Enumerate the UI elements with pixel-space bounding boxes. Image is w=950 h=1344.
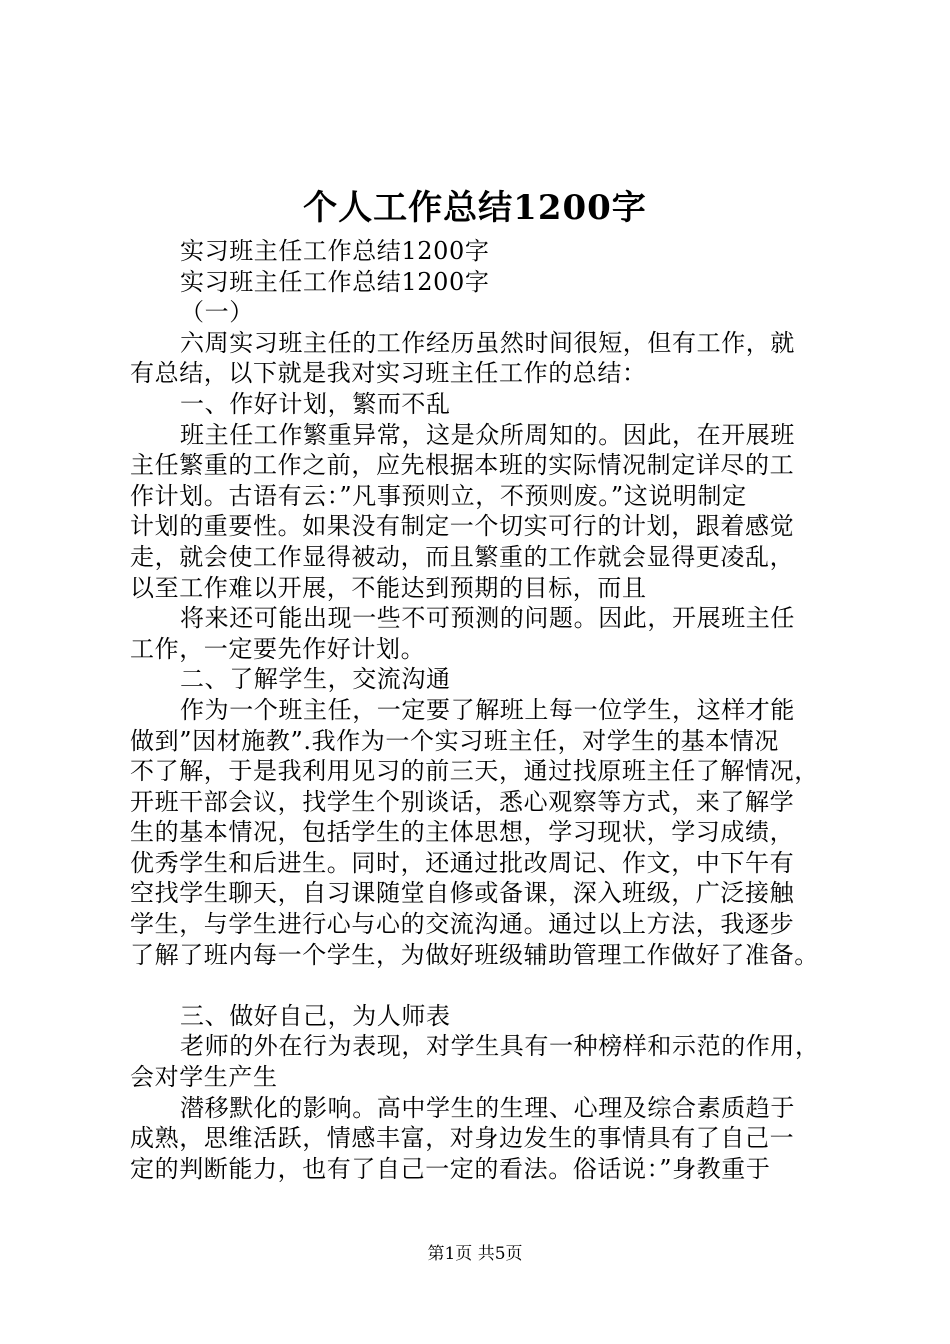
text-line: 有总结，以下就是我对实习班主任工作的总结： (130, 359, 647, 388)
text-line: 做到”因材施教”.我作为一个实习班主任，对学生的基本情况 (130, 726, 779, 755)
text-line: 三、做好自己，为人师表 (180, 1001, 451, 1030)
text-line: 工作，一定要先作好计划。 (130, 634, 426, 663)
text-line: 实习班主任工作总结1200字 (180, 267, 490, 296)
paragraph-gap (130, 970, 852, 1001)
text-line: 一、作好计划，繁而不乱 (180, 389, 451, 418)
text-line: 不了解，于是我利用见习的前三天，通过找原班主任了解情况， (130, 757, 819, 786)
text-line: 开班干部会议，找学生个别谈话，悉心观察等方式，来了解学 (130, 787, 795, 816)
text-line: 定的判断能力，也有了自己一定的看法。俗话说：”身教重于 (130, 1154, 771, 1183)
text-line: 计划的重要性。如果没有制定一个切实可行的计划，跟着感觉 (130, 512, 795, 541)
text-line: 潜移默化的影响。高中学生的生理、心理及综合素质趋于 (180, 1093, 795, 1122)
text-line: 生的基本情况，包括学生的主体思想，学习现状，学习成绩， (130, 818, 795, 847)
text-line: 作计划。古语有云：”凡事预则立，不预则废。”这说明制定 (130, 481, 747, 510)
text-line: 实习班主任工作总结1200字 (180, 237, 490, 265)
text-line: 班主任工作繁重异常，这是众所周知的。因此，在开展班 (180, 420, 795, 449)
text-line: 将来还可能出现一些不可预测的问题。因此，开展班主任 (180, 604, 795, 633)
text-line: 学生，与学生进行心与心的交流沟通。通过以上方法，我逐步 (130, 910, 795, 939)
text-line: 优秀学生和后进生。同时，还通过批改周记、作文，中下午有 (130, 848, 795, 877)
text-line: 走，就会使工作显得被动，而且繁重的工作就会显得更凌乱， (130, 542, 795, 571)
document-body (130, 236, 852, 1184)
text-line: 二、了解学生，交流沟通 (180, 665, 451, 694)
document-title: 个人工作总结1200字 (303, 188, 647, 228)
text-line: 作为一个班主任，一定要了解班上每一位学生，这样才能 (180, 695, 795, 724)
text-line: 六周实习班主任的工作经历虽然时间很短，但有工作，就 (180, 328, 795, 357)
text-line: 以至工作难以开展，不能达到预期的目标，而且 (130, 573, 647, 602)
text-line: 成熟，思维活跃，情感丰富，对身边发生的事情具有了自己一 (130, 1124, 795, 1153)
text-line: 老师的外在行为表现，对学生具有一种榜样和示范的作用， (180, 1032, 820, 1061)
text-line: （一） (180, 298, 254, 327)
text-line: 空找学生聊天，自习课随堂自修或备课，深入班级，广泛接触 (130, 879, 795, 908)
page-footer: 第1页 共5页 (427, 1244, 523, 1264)
text-line: 会对学生产生 (130, 1063, 278, 1092)
text-line: 了解了班内每一个学生，为做好班级辅助管理工作做好了准备。 (130, 940, 819, 969)
text-line: 主任繁重的工作之前，应先根据本班的实际情况制定详尽的工 (130, 451, 795, 480)
